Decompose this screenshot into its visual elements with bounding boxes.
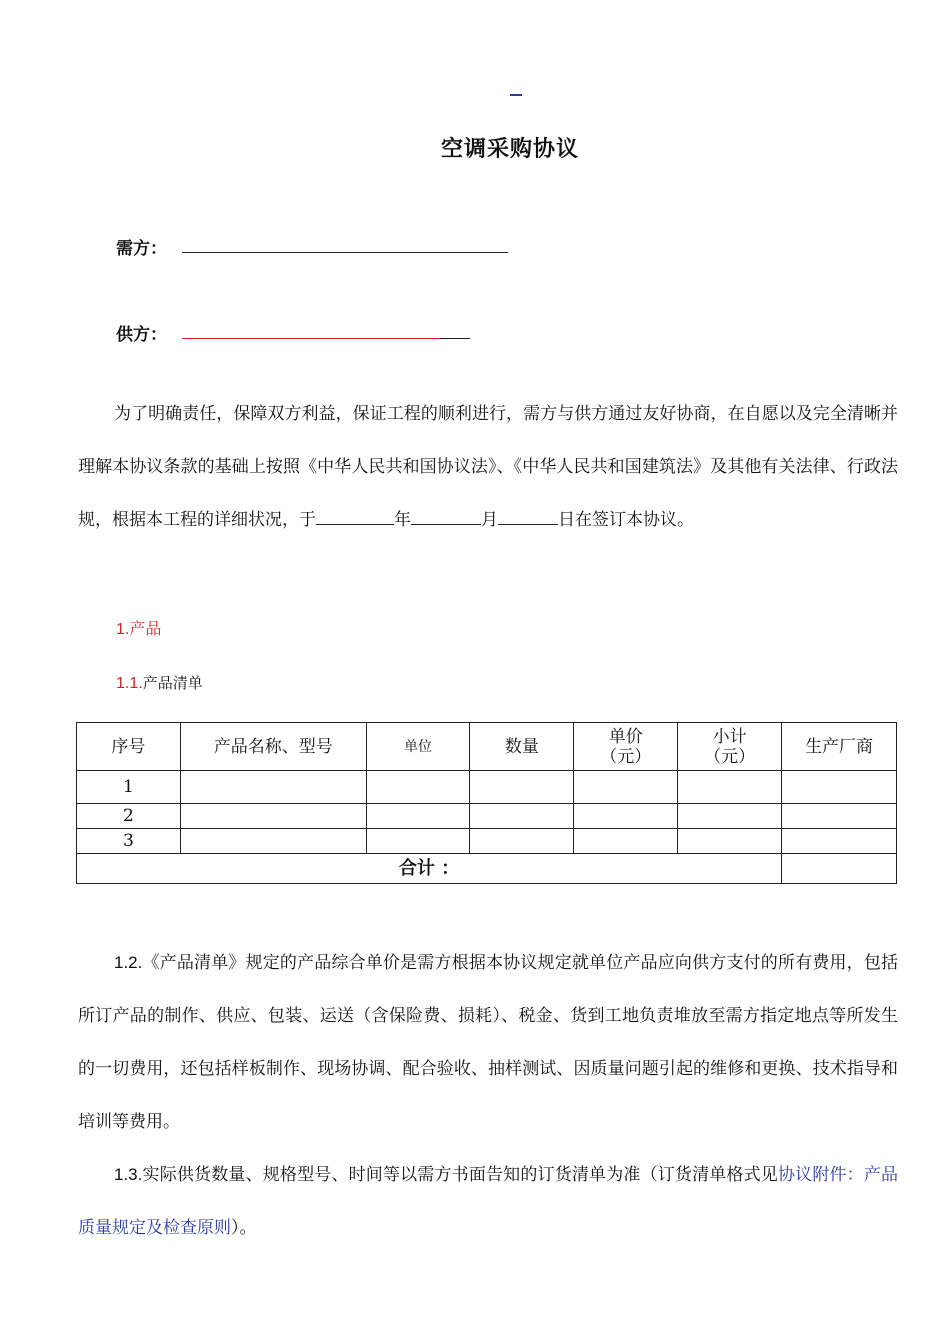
cell[interactable] (366, 771, 470, 804)
cell[interactable] (180, 804, 366, 829)
intro-paragraph (78, 388, 898, 547)
header-subtotal (678, 723, 782, 771)
cell[interactable] (366, 829, 470, 854)
section-1-heading (116, 616, 161, 639)
table-row (77, 804, 897, 829)
cell[interactable] (180, 829, 366, 854)
seller-label: 供方： (116, 325, 167, 345)
section-1-3-paragraph (78, 1148, 898, 1255)
row-seq: 1 (77, 771, 181, 804)
document-title: 空调采购协议 (440, 137, 579, 162)
month-blank[interactable] (411, 504, 481, 525)
attachment-link[interactable]: 协议附件：产品质量规定及检查原则 (78, 1165, 899, 1238)
table-row (77, 829, 897, 854)
cell[interactable] (470, 771, 574, 804)
cell[interactable] (574, 771, 678, 804)
section-1-2-number: 1.2. (114, 953, 143, 972)
day-blank[interactable] (498, 504, 558, 525)
section-1-title: 产品 (129, 619, 162, 638)
intro-text: 为了明确责任，保障双方利益，保证工程的顺利进行，需方与供方通过友好协商，在自愿以及完全清晰并理解本协议条款的基础上按照《中华人民共和国协议法》、《中华人民共和国建筑法》及其他有关法律、行政法规，根据本工程的详细状况，于 (78, 404, 898, 530)
row-seq: 3 (77, 829, 181, 854)
section-1-number: 1. (116, 621, 130, 638)
header-seq: 序号 (77, 723, 181, 771)
top-mark (510, 80, 522, 96)
section-1-1-title: 产品清单 (142, 674, 203, 692)
product-table (76, 722, 897, 884)
buyer-line[interactable] (182, 252, 508, 253)
table-row (77, 771, 897, 804)
cell[interactable] (678, 804, 782, 829)
cell[interactable] (180, 771, 366, 804)
cell[interactable] (782, 829, 897, 854)
buyer-label: 需方： (116, 239, 167, 259)
total-value-cell[interactable] (782, 854, 897, 884)
section-1-2-text: 《产品清单》规定的产品综合单价是需方根据本协议规定就单位产品应向供方支付的所有费用，包括所订产品的制作、供应、包装、运送（含保险费、损耗）、税金、货到工地负责堆放至需方指定地点等所发生的一切费用，还包括样板制作、现场协调、配合验收、抽样测试、因质量问题引起的维修和更换、技术指导和培训等费用。 (78, 953, 898, 1132)
header-unit: 单位 (366, 723, 470, 771)
year-blank[interactable] (316, 504, 394, 525)
header-price-unit: （元） (600, 746, 652, 767)
cell[interactable] (782, 804, 897, 829)
table-header-row (77, 723, 897, 771)
cell[interactable] (470, 829, 574, 854)
section-1-1-number: 1.1. (116, 675, 143, 692)
header-subtotal-unit: （元） (704, 746, 756, 767)
cell[interactable] (574, 804, 678, 829)
cell[interactable] (574, 829, 678, 854)
month-label: 月 (481, 510, 498, 530)
table-total-row (77, 854, 897, 884)
cell[interactable] (782, 771, 897, 804)
header-price-label: 单价 (608, 726, 643, 747)
seller-line-tail (440, 338, 470, 339)
day-label: 日在签订本协议。 (558, 510, 694, 530)
section-1-1-heading (116, 672, 203, 693)
row-seq: 2 (77, 804, 181, 829)
year-label: 年 (394, 510, 411, 530)
section-1-2-paragraph (78, 936, 898, 1149)
section-1-3-end: ）。 (231, 1218, 257, 1238)
header-maker: 生产厂商 (782, 723, 897, 771)
cell[interactable] (366, 804, 470, 829)
total-label: 合计 ： (77, 854, 782, 884)
seller-line-red[interactable] (182, 338, 440, 339)
cell[interactable] (678, 829, 782, 854)
header-price (574, 723, 678, 771)
section-1-3-number: 1.3. (114, 1165, 143, 1184)
section-1-3-text: 实际供货数量、规格型号、时间等以需方书面告知的订货清单为准（订货清单格式见 (142, 1165, 778, 1185)
cell[interactable] (470, 804, 574, 829)
header-name: 产品名称、型号 (180, 723, 366, 771)
cell[interactable] (678, 771, 782, 804)
header-subtotal-label: 小计 (712, 726, 747, 747)
header-qty: 数量 (470, 723, 574, 771)
